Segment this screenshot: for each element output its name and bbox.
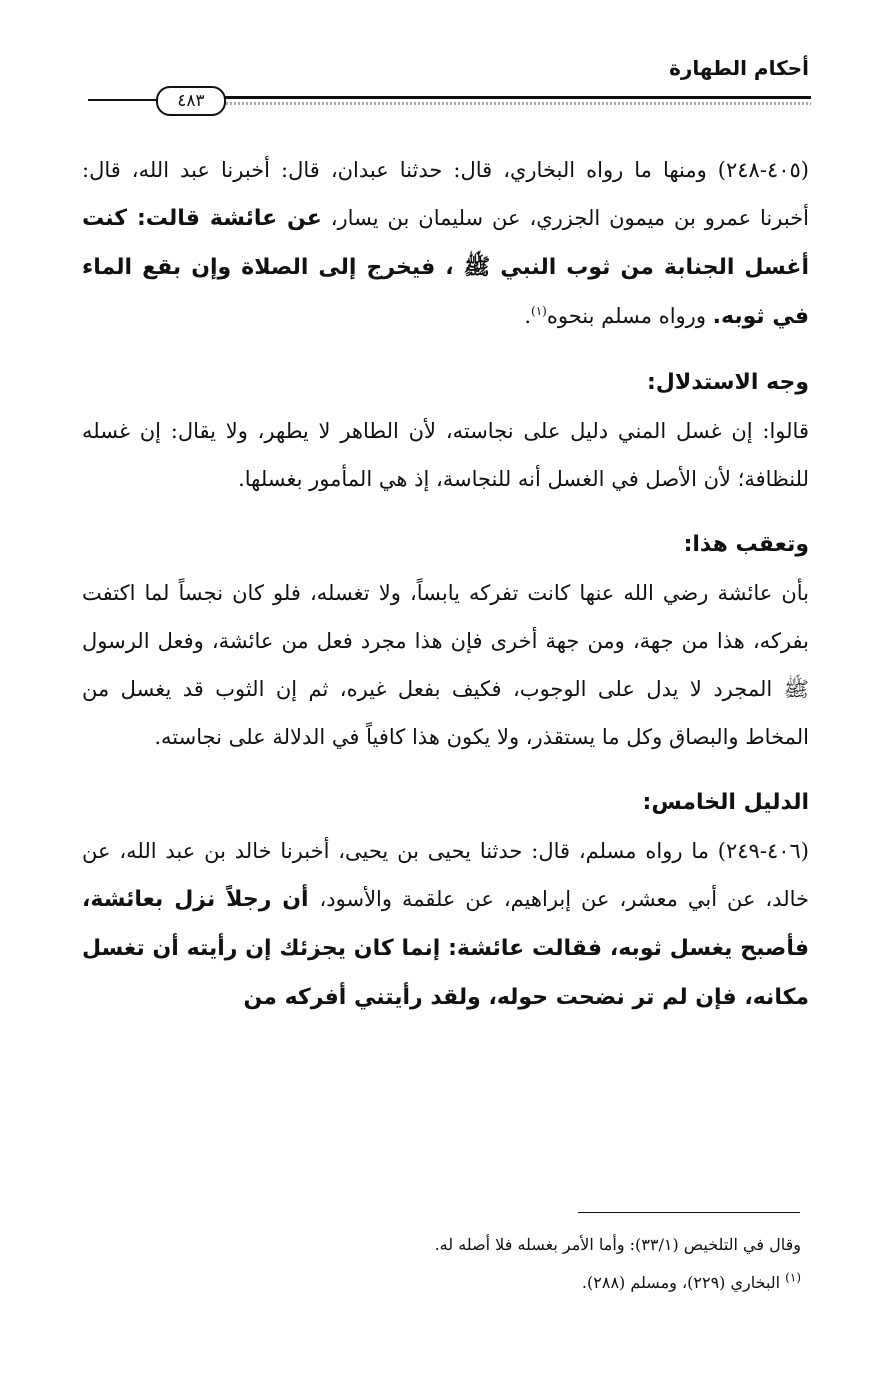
footnote-1-marker: (١)	[785, 1270, 801, 1285]
heading-istidlal: وجه الاستدلال:	[646, 370, 809, 395]
hadith-405-end: .	[524, 304, 532, 328]
heading-dalil-khamis: الدليل الخامس:	[642, 790, 809, 815]
footnote-1	[82, 1264, 801, 1302]
main-text	[82, 146, 809, 1022]
hadith-406	[82, 827, 809, 1022]
heading-taaqub: وتعقب هذا:	[683, 532, 809, 557]
running-title: أحكام الطهارة	[669, 56, 809, 80]
footnote-1-text: البخاري (٢٢٩)، ومسلم (٢٨٨).	[581, 1273, 786, 1292]
hadith-405-line1: (٤٠٥-٢٤٨) ومنها ما رواه البخاري، قال: حدثنا عبدان، قال: أخبرنا	[221, 158, 809, 182]
footnote-separator	[578, 1212, 800, 1213]
hadith-405-line2: عبد الله، قال: أخبرنا عمرو بن ميمون الجزري، عن سليمان بن يسار،	[82, 158, 809, 230]
paragraph-istidlal: قالوا: إن غسل المني دليل على نجاسته، لأن الطاهر لا يطهر، ولا يقال: إن غسله للنظافة؛ لأن الأصل في الغسل أنه للنجاسة، إذ هي المأمور بغسلها.	[82, 419, 809, 491]
header-rule	[222, 96, 811, 99]
footnote-ref-1: (١)	[531, 304, 547, 318]
hadith-406-isnad: (٤٠٦-٢٤٩) ما رواه مسلم، قال: حدثنا يحيى بن يحيى، أخبرنا خالد بن عبد الله، عن خالد، عن أبي معشر، عن إبراهيم، عن علقمة والأسود،	[82, 839, 809, 911]
page-number: ٤٨٣	[156, 86, 226, 116]
paragraph-taaqub: بأن عائشة رضي الله عنها كانت تفركه يابساً، ولا تغسله، فلو كان نجساً لما اكتفت بفركه، هذا من جهة، ومن جهة أخرى فإن هذا مجرد فعل من عائشة، وفعل الرسول ﷺ المجرد لا يدل على الوجوب، فكيف بفعل غيره، ثم إن الثوب قد يغسل من المخاط والبصاق وكل ما يستقذر، ولا يكون هذا كافياً في الدلالة على نجاسته.	[82, 581, 809, 749]
header-rule-left	[88, 99, 156, 101]
hadith-405-matn: عن عائشة قالت: كنت أغسل الجنابة من ثوب النبي ﷺ ، فيخرج إلى الصلاة وإن بقع الماء في ثوبه.	[82, 206, 809, 329]
hadith-405	[82, 146, 809, 341]
header-rule-dotted	[222, 102, 811, 105]
hadith-406-matn: أن رجلاً نزل بعائشة، فأصبح يغسل ثوبه، فقالت عائشة: إنما كان يجزئك إن رأيته أن تغسل مكانه، فإن لم تر نضحت حوله، ولقد رأيتني أفركه من	[82, 887, 809, 1010]
footnote-continued: وقال في التلخيص (٣٣/١): وأما الأمر بغسله فلا أصله له.	[434, 1235, 801, 1254]
hadith-405-tail: ورواه مسلم بنحوه	[546, 304, 713, 328]
footnotes	[82, 1226, 801, 1302]
